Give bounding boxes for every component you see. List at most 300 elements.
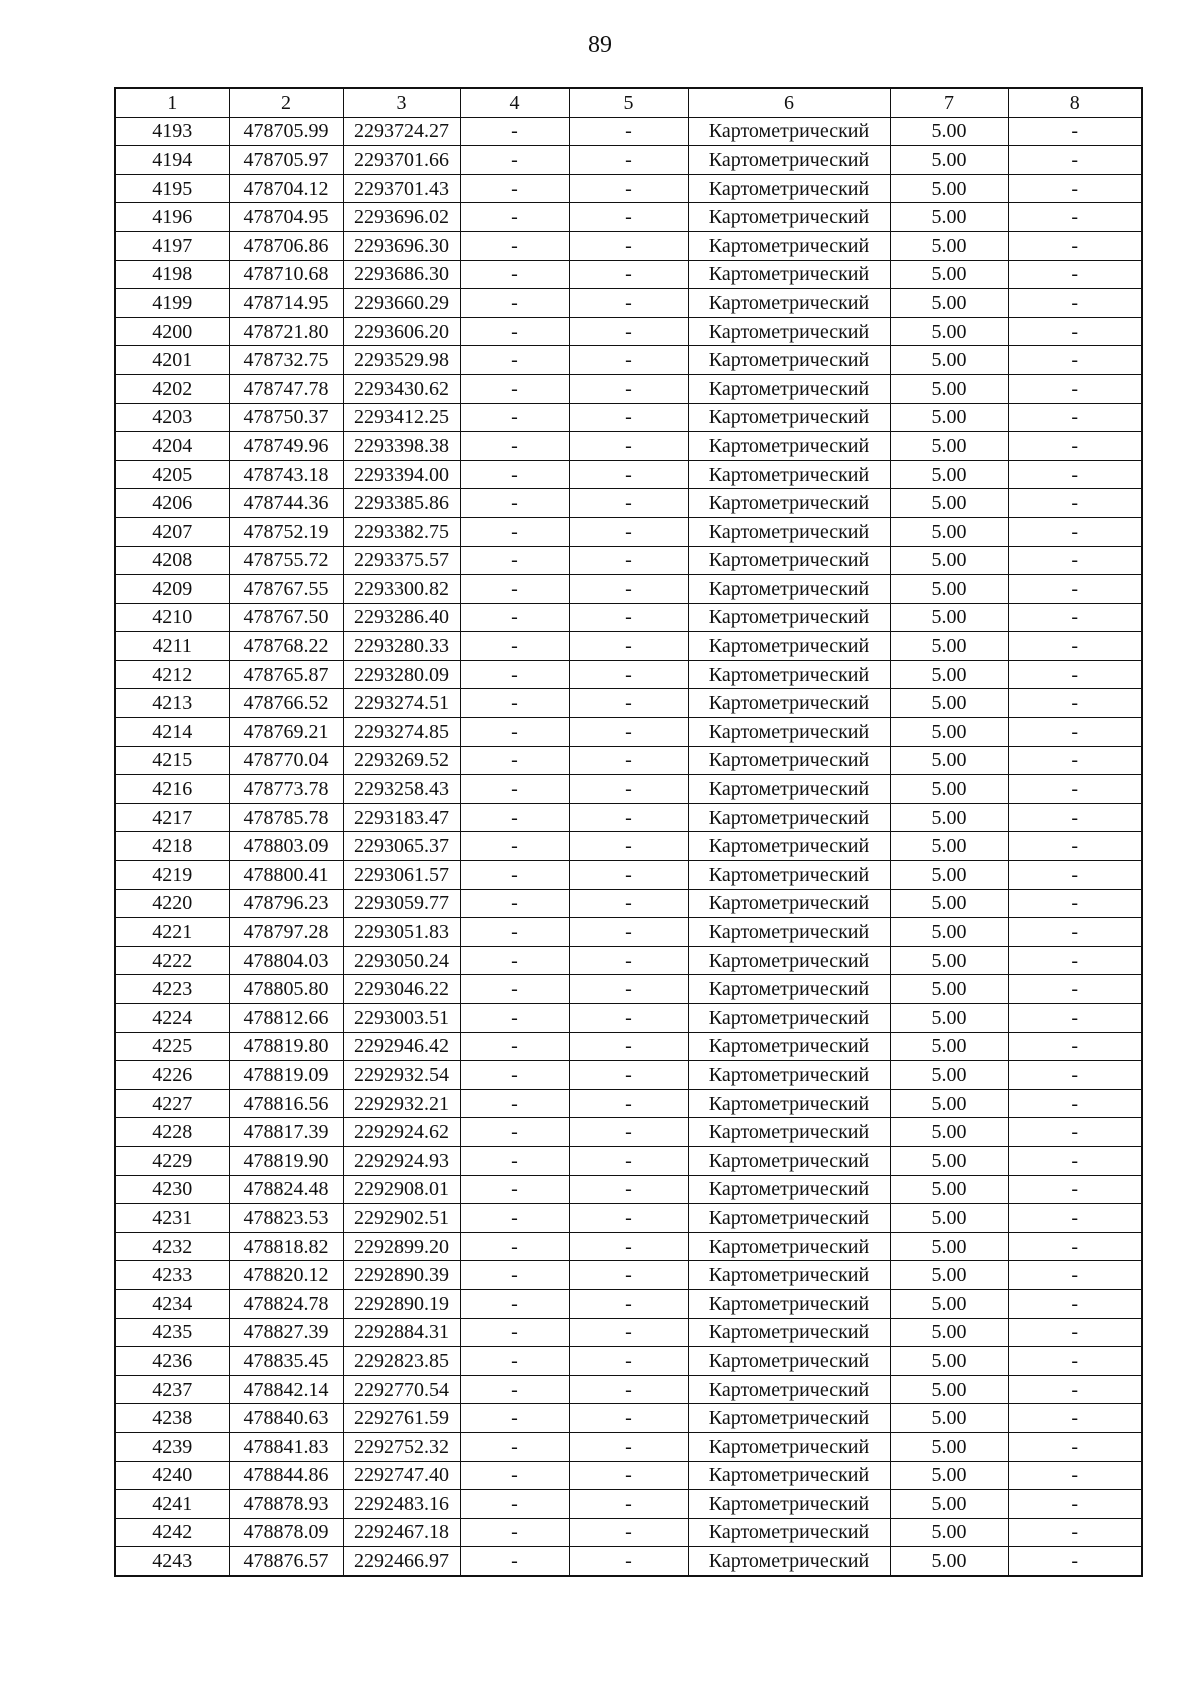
x-coordinate-cell: 478769.21	[229, 718, 343, 747]
x-coordinate-cell: 478804.03	[229, 946, 343, 975]
y-coordinate-cell: 2292899.20	[343, 1232, 460, 1261]
x-coordinate-cell: 478770.04	[229, 746, 343, 775]
x-coordinate-cell: 478768.22	[229, 632, 343, 661]
method-cell: Картометрический	[688, 1404, 890, 1433]
point-number-cell: 4228	[115, 1118, 229, 1147]
col8-cell: -	[1008, 946, 1142, 975]
accuracy-cell: 5.00	[890, 975, 1008, 1004]
col8-cell: -	[1008, 231, 1142, 260]
col8-cell: -	[1008, 174, 1142, 203]
table-row	[115, 1289, 1142, 1318]
col5-cell: -	[569, 1318, 688, 1347]
col8-cell: -	[1008, 1032, 1142, 1061]
x-coordinate-cell: 478749.96	[229, 432, 343, 461]
point-number-cell: 4227	[115, 1089, 229, 1118]
y-coordinate-cell: 2292483.16	[343, 1490, 460, 1519]
y-coordinate-cell: 2293412.25	[343, 403, 460, 432]
method-cell: Картометрический	[688, 575, 890, 604]
col5-cell: -	[569, 1490, 688, 1519]
col8-cell: -	[1008, 575, 1142, 604]
method-cell: Картометрический	[688, 231, 890, 260]
method-cell: Картометрический	[688, 460, 890, 489]
col4-cell: -	[460, 632, 569, 661]
point-number-cell: 4209	[115, 575, 229, 604]
point-number-cell: 4223	[115, 975, 229, 1004]
accuracy-cell: 5.00	[890, 1547, 1008, 1576]
col5-cell: -	[569, 1375, 688, 1404]
point-number-cell: 4220	[115, 889, 229, 918]
table-body	[115, 117, 1142, 1576]
col4-cell: -	[460, 803, 569, 832]
col4-cell: -	[460, 1318, 569, 1347]
col4-cell: -	[460, 1204, 569, 1233]
x-coordinate-cell: 478706.86	[229, 231, 343, 260]
y-coordinate-cell: 2293274.51	[343, 689, 460, 718]
x-coordinate-cell: 478765.87	[229, 660, 343, 689]
point-number-cell: 4231	[115, 1204, 229, 1233]
method-cell: Картометрический	[688, 1146, 890, 1175]
x-coordinate-cell: 478747.78	[229, 374, 343, 403]
y-coordinate-cell: 2292747.40	[343, 1461, 460, 1490]
table-row	[115, 746, 1142, 775]
accuracy-cell: 5.00	[890, 1118, 1008, 1147]
point-number-cell: 4219	[115, 861, 229, 890]
col5-cell: -	[569, 460, 688, 489]
col4-cell: -	[460, 117, 569, 146]
point-number-cell: 4198	[115, 260, 229, 289]
col8-cell: -	[1008, 1175, 1142, 1204]
col5-cell: -	[569, 746, 688, 775]
table-row	[115, 1089, 1142, 1118]
col8-cell: -	[1008, 546, 1142, 575]
col5-cell: -	[569, 1089, 688, 1118]
col5-cell: -	[569, 1547, 688, 1576]
accuracy-cell: 5.00	[890, 289, 1008, 318]
col8-cell: -	[1008, 403, 1142, 432]
method-cell: Картометрический	[688, 660, 890, 689]
col8-cell: -	[1008, 460, 1142, 489]
point-number-cell: 4215	[115, 746, 229, 775]
y-coordinate-cell: 2293696.30	[343, 231, 460, 260]
y-coordinate-cell: 2293385.86	[343, 489, 460, 518]
point-number-cell: 4230	[115, 1175, 229, 1204]
table-row	[115, 1175, 1142, 1204]
accuracy-cell: 5.00	[890, 603, 1008, 632]
col8-cell: -	[1008, 803, 1142, 832]
col4-cell: -	[460, 918, 569, 947]
table-row	[115, 603, 1142, 632]
point-number-cell: 4200	[115, 317, 229, 346]
accuracy-cell: 5.00	[890, 1089, 1008, 1118]
table-row	[115, 403, 1142, 432]
col8-cell: -	[1008, 203, 1142, 232]
col8-cell: -	[1008, 117, 1142, 146]
x-coordinate-cell: 478800.41	[229, 861, 343, 890]
x-coordinate-cell: 478841.83	[229, 1432, 343, 1461]
table-row	[115, 718, 1142, 747]
point-number-cell: 4232	[115, 1232, 229, 1261]
table-row	[115, 1146, 1142, 1175]
col4-cell: -	[460, 861, 569, 890]
col4-cell: -	[460, 146, 569, 175]
method-cell: Картометрический	[688, 1089, 890, 1118]
col5-cell: -	[569, 575, 688, 604]
method-cell: Картометрический	[688, 1204, 890, 1233]
accuracy-cell: 5.00	[890, 346, 1008, 375]
accuracy-cell: 5.00	[890, 174, 1008, 203]
method-cell: Картометрический	[688, 832, 890, 861]
point-number-cell: 4201	[115, 346, 229, 375]
y-coordinate-cell: 2292924.93	[343, 1146, 460, 1175]
table-row	[115, 260, 1142, 289]
col4-cell: -	[460, 1518, 569, 1547]
col5-cell: -	[569, 632, 688, 661]
method-cell: Картометрический	[688, 1289, 890, 1318]
table-row	[115, 1461, 1142, 1490]
col5-cell: -	[569, 489, 688, 518]
col8-cell: -	[1008, 1547, 1142, 1576]
y-coordinate-cell: 2293300.82	[343, 575, 460, 604]
col8-cell: -	[1008, 603, 1142, 632]
table-row	[115, 803, 1142, 832]
table-row	[115, 575, 1142, 604]
y-coordinate-cell: 2293529.98	[343, 346, 460, 375]
col8-cell: -	[1008, 1518, 1142, 1547]
accuracy-cell: 5.00	[890, 832, 1008, 861]
method-cell: Картометрический	[688, 632, 890, 661]
col5-cell: -	[569, 1347, 688, 1376]
col5-cell: -	[569, 1261, 688, 1290]
table-row	[115, 117, 1142, 146]
y-coordinate-cell: 2293382.75	[343, 517, 460, 546]
col5-cell: -	[569, 260, 688, 289]
header-cell: 1	[115, 88, 229, 117]
accuracy-cell: 5.00	[890, 231, 1008, 260]
point-number-cell: 4214	[115, 718, 229, 747]
x-coordinate-cell: 478840.63	[229, 1404, 343, 1433]
col5-cell: -	[569, 289, 688, 318]
method-cell: Картометрический	[688, 718, 890, 747]
col4-cell: -	[460, 775, 569, 804]
point-number-cell: 4241	[115, 1490, 229, 1519]
col8-cell: -	[1008, 1232, 1142, 1261]
y-coordinate-cell: 2292770.54	[343, 1375, 460, 1404]
table-row	[115, 775, 1142, 804]
col8-cell: -	[1008, 660, 1142, 689]
col8-cell: -	[1008, 432, 1142, 461]
method-cell: Картометрический	[688, 689, 890, 718]
y-coordinate-cell: 2293280.33	[343, 632, 460, 661]
col4-cell: -	[460, 975, 569, 1004]
point-number-cell: 4221	[115, 918, 229, 947]
table-row	[115, 317, 1142, 346]
method-cell: Картометрический	[688, 861, 890, 890]
y-coordinate-cell: 2292466.97	[343, 1547, 460, 1576]
x-coordinate-cell: 478750.37	[229, 403, 343, 432]
table-row	[115, 432, 1142, 461]
accuracy-cell: 5.00	[890, 489, 1008, 518]
accuracy-cell: 5.00	[890, 746, 1008, 775]
col8-cell: -	[1008, 517, 1142, 546]
accuracy-cell: 5.00	[890, 575, 1008, 604]
col5-cell: -	[569, 832, 688, 861]
col5-cell: -	[569, 317, 688, 346]
y-coordinate-cell: 2293375.57	[343, 546, 460, 575]
point-number-cell: 4202	[115, 374, 229, 403]
x-coordinate-cell: 478705.99	[229, 117, 343, 146]
x-coordinate-cell: 478818.82	[229, 1232, 343, 1261]
method-cell: Картометрический	[688, 489, 890, 518]
accuracy-cell: 5.00	[890, 775, 1008, 804]
table-row	[115, 546, 1142, 575]
accuracy-cell: 5.00	[890, 1146, 1008, 1175]
table-row	[115, 1318, 1142, 1347]
col8-cell: -	[1008, 1118, 1142, 1147]
point-number-cell: 4238	[115, 1404, 229, 1433]
col4-cell: -	[460, 374, 569, 403]
accuracy-cell: 5.00	[890, 1061, 1008, 1090]
method-cell: Картометрический	[688, 546, 890, 575]
point-number-cell: 4235	[115, 1318, 229, 1347]
method-cell: Картометрический	[688, 1347, 890, 1376]
point-number-cell: 4234	[115, 1289, 229, 1318]
col5-cell: -	[569, 1289, 688, 1318]
col8-cell: -	[1008, 317, 1142, 346]
col5-cell: -	[569, 1461, 688, 1490]
method-cell: Картометрический	[688, 1490, 890, 1519]
y-coordinate-cell: 2293269.52	[343, 746, 460, 775]
point-number-cell: 4222	[115, 946, 229, 975]
x-coordinate-cell: 478796.23	[229, 889, 343, 918]
table-row	[115, 1547, 1142, 1576]
point-number-cell: 4206	[115, 489, 229, 518]
x-coordinate-cell: 478744.36	[229, 489, 343, 518]
col5-cell: -	[569, 517, 688, 546]
y-coordinate-cell: 2292932.21	[343, 1089, 460, 1118]
point-number-cell: 4203	[115, 403, 229, 432]
table-row	[115, 660, 1142, 689]
col8-cell: -	[1008, 260, 1142, 289]
method-cell: Картометрический	[688, 174, 890, 203]
col5-cell: -	[569, 775, 688, 804]
accuracy-cell: 5.00	[890, 1204, 1008, 1233]
y-coordinate-cell: 2292752.32	[343, 1432, 460, 1461]
x-coordinate-cell: 478767.50	[229, 603, 343, 632]
col8-cell: -	[1008, 374, 1142, 403]
x-coordinate-cell: 478878.09	[229, 1518, 343, 1547]
point-number-cell: 4236	[115, 1347, 229, 1376]
header-cell: 6	[688, 88, 890, 117]
accuracy-cell: 5.00	[890, 1232, 1008, 1261]
method-cell: Картометрический	[688, 346, 890, 375]
col5-cell: -	[569, 1032, 688, 1061]
col4-cell: -	[460, 432, 569, 461]
y-coordinate-cell: 2293050.24	[343, 946, 460, 975]
col4-cell: -	[460, 603, 569, 632]
col5-cell: -	[569, 203, 688, 232]
col8-cell: -	[1008, 1375, 1142, 1404]
point-number-cell: 4207	[115, 517, 229, 546]
col8-cell: -	[1008, 1461, 1142, 1490]
y-coordinate-cell: 2292823.85	[343, 1347, 460, 1376]
y-coordinate-cell: 2293430.62	[343, 374, 460, 403]
col4-cell: -	[460, 889, 569, 918]
col4-cell: -	[460, 203, 569, 232]
x-coordinate-cell: 478819.80	[229, 1032, 343, 1061]
col8-cell: -	[1008, 889, 1142, 918]
col8-cell: -	[1008, 975, 1142, 1004]
point-number-cell: 4199	[115, 289, 229, 318]
col8-cell: -	[1008, 1347, 1142, 1376]
col8-cell: -	[1008, 1404, 1142, 1433]
method-cell: Картометрический	[688, 803, 890, 832]
col4-cell: -	[460, 231, 569, 260]
table-row	[115, 517, 1142, 546]
x-coordinate-cell: 478803.09	[229, 832, 343, 861]
method-cell: Картометрический	[688, 746, 890, 775]
method-cell: Картометрический	[688, 1432, 890, 1461]
y-coordinate-cell: 2293051.83	[343, 918, 460, 947]
accuracy-cell: 5.00	[890, 718, 1008, 747]
coordinates-table	[114, 87, 1143, 1577]
accuracy-cell: 5.00	[890, 117, 1008, 146]
point-number-cell: 4224	[115, 1004, 229, 1033]
col5-cell: -	[569, 1118, 688, 1147]
method-cell: Картометрический	[688, 946, 890, 975]
table-row	[115, 1404, 1142, 1433]
method-cell: Картометрический	[688, 975, 890, 1004]
point-number-cell: 4204	[115, 432, 229, 461]
method-cell: Картометрический	[688, 517, 890, 546]
col4-cell: -	[460, 1261, 569, 1290]
x-coordinate-cell: 478878.93	[229, 1490, 343, 1519]
col4-cell: -	[460, 1146, 569, 1175]
col4-cell: -	[460, 1547, 569, 1576]
y-coordinate-cell: 2293046.22	[343, 975, 460, 1004]
x-coordinate-cell: 478766.52	[229, 689, 343, 718]
point-number-cell: 4225	[115, 1032, 229, 1061]
table-row	[115, 146, 1142, 175]
table-row	[115, 1204, 1142, 1233]
col4-cell: -	[460, 660, 569, 689]
header-cell: 5	[569, 88, 688, 117]
col4-cell: -	[460, 1232, 569, 1261]
accuracy-cell: 5.00	[890, 260, 1008, 289]
col4-cell: -	[460, 1118, 569, 1147]
accuracy-cell: 5.00	[890, 1004, 1008, 1033]
col4-cell: -	[460, 1004, 569, 1033]
col4-cell: -	[460, 346, 569, 375]
method-cell: Картометрический	[688, 146, 890, 175]
y-coordinate-cell: 2293280.09	[343, 660, 460, 689]
x-coordinate-cell: 478876.57	[229, 1547, 343, 1576]
accuracy-cell: 5.00	[890, 632, 1008, 661]
x-coordinate-cell: 478823.53	[229, 1204, 343, 1233]
col5-cell: -	[569, 918, 688, 947]
col8-cell: -	[1008, 1146, 1142, 1175]
y-coordinate-cell: 2293660.29	[343, 289, 460, 318]
point-number-cell: 4212	[115, 660, 229, 689]
y-coordinate-cell: 2293183.47	[343, 803, 460, 832]
col8-cell: -	[1008, 775, 1142, 804]
col8-cell: -	[1008, 1204, 1142, 1233]
table-header	[115, 88, 1142, 117]
accuracy-cell: 5.00	[890, 517, 1008, 546]
method-cell: Картометрический	[688, 918, 890, 947]
y-coordinate-cell: 2293286.40	[343, 603, 460, 632]
col5-cell: -	[569, 603, 688, 632]
point-number-cell: 4242	[115, 1518, 229, 1547]
accuracy-cell: 5.00	[890, 1175, 1008, 1204]
col5-cell: -	[569, 1404, 688, 1433]
point-number-cell: 4233	[115, 1261, 229, 1290]
x-coordinate-cell: 478842.14	[229, 1375, 343, 1404]
col4-cell: -	[460, 1375, 569, 1404]
col5-cell: -	[569, 117, 688, 146]
method-cell: Картометрический	[688, 1518, 890, 1547]
col4-cell: -	[460, 1089, 569, 1118]
method-cell: Картометрический	[688, 1261, 890, 1290]
table-row	[115, 1004, 1142, 1033]
y-coordinate-cell: 2293701.66	[343, 146, 460, 175]
method-cell: Картометрический	[688, 775, 890, 804]
col4-cell: -	[460, 946, 569, 975]
table-row	[115, 1375, 1142, 1404]
method-cell: Картометрический	[688, 1061, 890, 1090]
x-coordinate-cell: 478819.09	[229, 1061, 343, 1090]
method-cell: Картометрический	[688, 1375, 890, 1404]
accuracy-cell: 5.00	[890, 660, 1008, 689]
col8-cell: -	[1008, 718, 1142, 747]
method-cell: Картометрический	[688, 432, 890, 461]
col5-cell: -	[569, 231, 688, 260]
accuracy-cell: 5.00	[890, 1261, 1008, 1290]
table-row	[115, 231, 1142, 260]
point-number-cell: 4208	[115, 546, 229, 575]
x-coordinate-cell: 478767.55	[229, 575, 343, 604]
point-number-cell: 4217	[115, 803, 229, 832]
accuracy-cell: 5.00	[890, 317, 1008, 346]
x-coordinate-cell: 478812.66	[229, 1004, 343, 1033]
y-coordinate-cell: 2292902.51	[343, 1204, 460, 1233]
accuracy-cell: 5.00	[890, 203, 1008, 232]
y-coordinate-cell: 2293686.30	[343, 260, 460, 289]
point-number-cell: 4218	[115, 832, 229, 861]
point-number-cell: 4210	[115, 603, 229, 632]
y-coordinate-cell: 2293696.02	[343, 203, 460, 232]
accuracy-cell: 5.00	[890, 1347, 1008, 1376]
y-coordinate-cell: 2293398.38	[343, 432, 460, 461]
col4-cell: -	[460, 1461, 569, 1490]
table-row	[115, 1432, 1142, 1461]
col5-cell: -	[569, 1175, 688, 1204]
accuracy-cell: 5.00	[890, 374, 1008, 403]
col8-cell: -	[1008, 832, 1142, 861]
x-coordinate-cell: 478704.95	[229, 203, 343, 232]
col4-cell: -	[460, 1061, 569, 1090]
point-number-cell: 4239	[115, 1432, 229, 1461]
col5-cell: -	[569, 660, 688, 689]
col4-cell: -	[460, 546, 569, 575]
table-row	[115, 460, 1142, 489]
x-coordinate-cell: 478721.80	[229, 317, 343, 346]
col8-cell: -	[1008, 289, 1142, 318]
x-coordinate-cell: 478773.78	[229, 775, 343, 804]
table-row	[115, 889, 1142, 918]
y-coordinate-cell: 2293724.27	[343, 117, 460, 146]
method-cell: Картометрический	[688, 289, 890, 318]
col8-cell: -	[1008, 632, 1142, 661]
